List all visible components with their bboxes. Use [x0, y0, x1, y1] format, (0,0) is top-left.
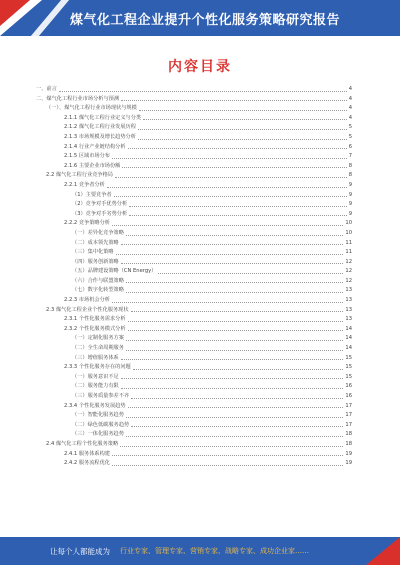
toc-entry[interactable]: [36, 258, 352, 268]
toc-entry-page: 8: [348, 162, 352, 169]
toc-leader-dots: [116, 254, 344, 255]
table-of-contents: [36, 85, 352, 469]
toc-entry-title: （1）主要竞争者: [72, 191, 112, 198]
toc-entry[interactable]: [36, 286, 352, 296]
toc-entry-page: 14: [345, 345, 352, 352]
toc-entry-page: 12: [345, 268, 352, 275]
toc-leader-dots: [128, 407, 344, 408]
toc-entry-title: 2.2.1 竞争者分析: [64, 181, 105, 188]
toc-entry-title: （七）数字化转型策略: [72, 287, 124, 294]
toc-leader-dots: [138, 139, 347, 140]
toc-entry-page: 9: [348, 210, 352, 217]
toc-entry[interactable]: [36, 267, 352, 277]
footer-banner: [0, 537, 400, 565]
toc-entry-title: 2.4 煤气化工程个性化服务策略: [46, 440, 119, 447]
toc-entry-page: 4: [348, 114, 352, 121]
toc-entry[interactable]: [36, 248, 352, 258]
toc-entry[interactable]: [36, 210, 352, 220]
toc-entry[interactable]: [36, 450, 352, 460]
toc-entry[interactable]: [36, 373, 352, 383]
toc-entry-page: 14: [345, 325, 352, 332]
toc-entry-page: 13: [345, 297, 352, 304]
toc-entry[interactable]: [36, 219, 352, 229]
toc-entry-page: 13: [345, 287, 352, 294]
toc-leader-dots: [126, 350, 344, 351]
toc-entry-page: 8: [348, 172, 352, 179]
toc-entry-page: 9: [348, 201, 352, 208]
toc-entry-page: 10: [345, 220, 352, 227]
toc-leader-dots: [120, 446, 343, 447]
toc-entry[interactable]: [36, 315, 352, 325]
toc-entry-page: 10: [345, 229, 352, 236]
toc-entry-page: 18: [345, 440, 352, 447]
toc-entry-page: 17: [345, 402, 352, 409]
toc-entry-title: （六）合作与联盟策略: [72, 277, 124, 284]
toc-entry-title: （2）竞争对手优势分析: [72, 201, 128, 208]
toc-entry-title: 2.3.3 个性化服务存在的问题: [64, 364, 131, 371]
toc-leader-dots: [126, 417, 344, 418]
toc-entry[interactable]: [36, 354, 352, 364]
toc-entry-title: 2.1.6 主要企业市场份额: [64, 162, 121, 169]
toc-entry-title: （二）绿色低碳服务趋势: [72, 421, 130, 428]
toc-entry[interactable]: [36, 181, 352, 191]
toc-entry[interactable]: [36, 171, 352, 181]
toc-entry-page: 13: [345, 306, 352, 313]
toc-heading: 内容目录: [168, 59, 232, 75]
toc-entry-title: （五）品牌建设策略（CN Energy）: [72, 268, 157, 275]
toc-entry-page: 15: [345, 354, 352, 361]
toc-leader-dots: [126, 235, 344, 236]
toc-entry-title: 2.3 煤气化工程企业个性化服务现状: [46, 306, 129, 313]
toc-entry-title: 2.4.1 服务体系构建: [64, 450, 110, 457]
toc-entry-page: 12: [345, 258, 352, 265]
toc-leader-dots: [131, 398, 343, 399]
toc-leader-dots: [158, 273, 343, 274]
toc-entry-title: （一）服务意识不足: [72, 373, 119, 380]
toc-entry-page: 15: [345, 373, 352, 380]
toc-leader-dots: [114, 196, 347, 197]
toc-entry-title: 2.1.2 煤气化工程行业发展历程: [64, 124, 136, 131]
toc-entry-title: 2.4.2 服务流程优化: [64, 460, 110, 467]
toc-entry-title: 二、煤气化工程行业市场分析与预测: [36, 95, 120, 102]
toc-leader-dots: [122, 167, 346, 168]
toc-entry[interactable]: [36, 382, 352, 392]
header-red-corner: [0, 0, 30, 26]
header-banner: [0, 0, 400, 36]
toc-entry-title: （三）服务质量参差不齐: [72, 393, 130, 399]
toc-entry-page: 13: [345, 316, 352, 323]
toc-entry[interactable]: [36, 143, 352, 153]
toc-leader-dots: [112, 465, 343, 466]
toc-entry[interactable]: [36, 200, 352, 210]
toc-entry[interactable]: [36, 191, 352, 201]
toc-leader-dots: [131, 311, 344, 312]
toc-leader-dots: [126, 282, 344, 283]
toc-entry-page: 6: [348, 143, 352, 150]
toc-entry[interactable]: [36, 430, 352, 440]
toc-entry[interactable]: [36, 363, 352, 373]
toc-leader-dots: [128, 148, 347, 149]
toc-entry[interactable]: [36, 85, 352, 95]
toc-entry-title: 2.3.1 个性化服务需求分析: [64, 316, 126, 323]
toc-leader-dots: [121, 100, 347, 101]
toc-entry[interactable]: [36, 296, 352, 306]
toc-entry-title: （一）智能化服务趋势: [72, 412, 124, 419]
toc-entry-page: 12: [345, 277, 352, 284]
toc-entry-title: （二）服务能力有限: [72, 383, 119, 390]
toc-entry-title: （二）全生命周期服务: [72, 345, 124, 352]
toc-entry-title: 2.1.5 区域市场分布: [64, 153, 110, 160]
toc-leader-dots: [143, 119, 347, 120]
toc-entry-title: （四）服务创新策略: [72, 258, 119, 265]
toc-entry-title: （三）集中化策略: [72, 249, 114, 256]
toc-leader-dots: [131, 426, 343, 427]
toc-entry-page: 11: [345, 249, 352, 256]
toc-entry[interactable]: [36, 95, 352, 105]
footer-red-corner: [366, 537, 400, 565]
toc-entry-title: （一）、煤气化工程行业市场现状与规模: [46, 105, 137, 112]
toc-entry-title: （三）一体化服务趋势: [72, 431, 124, 438]
toc-entry-title: 2.2 煤气化工程行业竞争格局: [46, 172, 113, 179]
toc-entry[interactable]: [36, 152, 352, 162]
toc-entry[interactable]: [36, 104, 352, 114]
toc-entry-title: 2.2.3 市场机会分析: [64, 297, 110, 304]
toc-leader-dots: [112, 225, 343, 226]
toc-leader-dots: [128, 321, 344, 322]
toc-entry[interactable]: [36, 402, 352, 412]
toc-entry-page: 17: [345, 412, 352, 419]
toc-entry-page: 7: [348, 153, 352, 160]
toc-entry[interactable]: [36, 411, 352, 421]
toc-entry-title: 一、前言: [36, 86, 57, 92]
toc-entry-page: 9: [348, 191, 352, 198]
footer-slogan: 让每个人都能成为: [50, 547, 110, 556]
toc-entry-page: 19: [345, 450, 352, 457]
toc-entry-title: 2.3.4 个性化服务发展趋势: [64, 402, 126, 409]
toc-entry[interactable]: [36, 440, 352, 450]
toc-entry-page: 4: [348, 95, 352, 102]
toc-entry-title: 2.1.3 市场规模及增长趋势分析: [64, 133, 136, 140]
toc-leader-dots: [129, 215, 347, 216]
toc-entry[interactable]: [36, 277, 352, 287]
toc-leader-dots: [126, 436, 344, 437]
toc-entry-page: 17: [345, 421, 352, 428]
toc-entry[interactable]: [36, 344, 352, 354]
toc-entry[interactable]: [36, 421, 352, 431]
toc-leader-dots: [112, 158, 347, 159]
toc-leader-dots: [112, 455, 343, 456]
footer-roles: 行业专家、管理专家、营销专家、战略专家、成功企业家……: [120, 547, 309, 555]
toc-entry-title: 2.1.1 煤气化工程行业定义与分类: [64, 114, 142, 121]
toc-leader-dots: [112, 302, 343, 303]
toc-entry-page: 4: [348, 86, 352, 92]
report-title: 煤气化工程企业提升个性化服务策略研究报告: [70, 13, 341, 28]
toc-entry-page: 15: [345, 364, 352, 371]
toc-entry[interactable]: [36, 123, 352, 133]
toc-leader-dots: [121, 388, 344, 389]
toc-entry-title: 2.1.4 行业产业链结构分析: [64, 143, 126, 150]
toc-leader-dots: [121, 378, 344, 379]
toc-entry[interactable]: [36, 114, 352, 124]
toc-entry-title: 2.2.2 竞争策略分析: [64, 220, 110, 227]
toc-leader-dots: [138, 129, 347, 130]
toc-entry-page: 4: [348, 105, 352, 112]
toc-leader-dots: [121, 263, 344, 264]
toc-entry[interactable]: [36, 459, 352, 469]
toc-entry-page: 14: [345, 335, 352, 342]
toc-entry[interactable]: [36, 239, 352, 249]
toc-entry[interactable]: [36, 325, 352, 335]
toc-leader-dots: [129, 206, 347, 207]
toc-entry[interactable]: [36, 162, 352, 172]
toc-entry-page: 16: [345, 393, 352, 399]
toc-entry-page: 5: [348, 133, 352, 140]
toc-entry-title: （一）差异化竞争策略: [72, 229, 124, 236]
toc-entry[interactable]: [36, 229, 352, 239]
toc-leader-dots: [139, 110, 347, 111]
toc-leader-dots: [128, 330, 344, 331]
toc-entry-title: （一）定制化服务方案: [72, 335, 124, 342]
toc-leader-dots: [126, 292, 344, 293]
toc-leader-dots: [121, 359, 344, 360]
toc-entry-title: （3）竞争对手劣势分析: [72, 210, 128, 217]
toc-leader-dots: [126, 340, 344, 341]
toc-entry-page: 5: [348, 124, 352, 131]
toc-entry[interactable]: [36, 334, 352, 344]
toc-leader-dots: [133, 369, 344, 370]
toc-leader-dots: [59, 91, 347, 92]
toc-leader-dots: [115, 177, 347, 178]
toc-entry[interactable]: [36, 392, 352, 402]
toc-entry-page: 18: [345, 431, 352, 438]
toc-entry-page: 11: [345, 239, 352, 246]
toc-leader-dots: [121, 244, 344, 245]
toc-entry-title: 2.3.2 个性化服务模式分析: [64, 325, 126, 332]
toc-leader-dots: [107, 187, 347, 188]
toc-entry[interactable]: [36, 306, 352, 316]
toc-entry-page: 16: [345, 383, 352, 390]
toc-entry-page: 9: [348, 181, 352, 188]
toc-entry-title: （三）增值服务体系: [72, 354, 119, 361]
toc-entry[interactable]: [36, 133, 352, 143]
toc-entry-title: （二）成本领先策略: [72, 239, 119, 246]
toc-entry-page: 19: [345, 460, 352, 467]
